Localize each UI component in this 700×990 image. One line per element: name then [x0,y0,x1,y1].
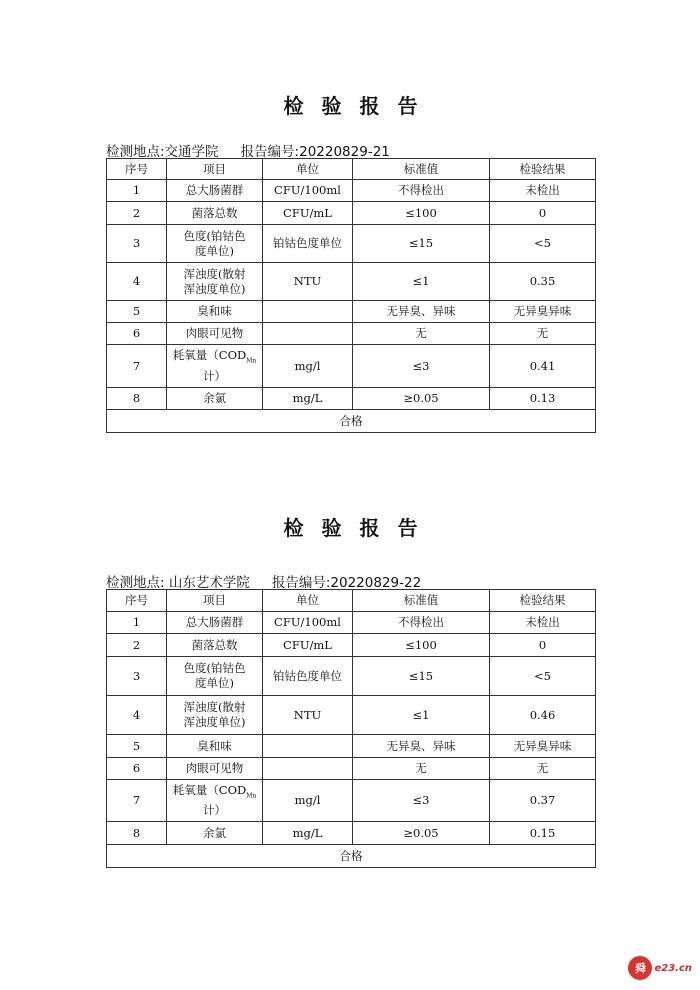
table-row [107,696,596,735]
cell-standard: ≤1 [353,263,490,301]
item-line: 计） [203,368,226,383]
item-subscript: Mn [246,357,257,365]
cell-standard: 不得检出 [353,180,490,202]
cell-result: <5 [490,225,596,263]
watermark-site-text: e23.cn [654,962,692,974]
conclusion-cell: 合格 [107,845,596,868]
cell-unit [263,758,353,780]
results-table [106,589,596,868]
cell-no: 7 [107,780,167,822]
header-no: 序号 [107,159,167,180]
table-row [107,263,596,301]
cell-no: 8 [107,822,167,845]
cell-item: 余氯 [167,388,263,410]
cell-unit: CFU/100ml [263,612,353,634]
title-char: 告 [397,94,418,118]
cell-result: 0.13 [490,388,596,410]
site-watermark [628,956,692,980]
report-title [106,512,595,541]
results-table [106,158,596,433]
item-line: 浑浊度(散射 [183,266,246,281]
table-row [107,758,596,780]
cell-standard: ≥0.05 [353,388,490,410]
cell-no: 3 [107,225,167,263]
cell-item: 余氯 [167,822,263,845]
cell-result: 0 [490,634,596,657]
cell-item: 肉眼可见物 [167,323,263,345]
cell-result: 0 [490,202,596,225]
table-row [107,735,596,758]
title-char: 报 [359,516,380,540]
item-line: 度单位) [195,243,234,258]
cell-no: 4 [107,696,167,735]
cell-item [167,780,263,822]
cell-no: 5 [107,735,167,758]
watermark-logo-icon: 舜 [628,956,652,980]
title-char: 检 [283,516,304,540]
cell-unit [263,323,353,345]
table-header-row [107,159,596,180]
test-location: 检测地点:交通学院 [106,144,219,160]
cell-no: 1 [107,612,167,634]
header-item: 项目 [167,159,263,180]
header-result: 检验结果 [490,590,596,612]
header-unit: 单位 [263,159,353,180]
cell-item [167,657,263,696]
report-number: 报告编号:20220829-21 [240,144,390,160]
item-line: 色度(铂钴色 [183,661,246,675]
cell-unit: CFU/100ml [263,180,353,202]
table-row [107,822,596,845]
conclusion-row [107,410,596,433]
table-row [107,388,596,410]
cell-result: <5 [490,657,596,696]
cell-result: 0.35 [490,263,596,301]
cell-no: 6 [107,758,167,780]
table-row [107,657,596,696]
cell-standard: 无异臭、异味 [353,301,490,323]
table-header-row [107,590,596,612]
cell-standard: ≤15 [353,225,490,263]
cell-standard: 无 [353,758,490,780]
cell-unit: NTU [263,696,353,735]
item-line: 耗氧量（COD [172,782,247,797]
conclusion-cell: 合格 [107,410,596,433]
cell-standard: 无异臭、异味 [353,735,490,758]
cell-no: 6 [107,323,167,345]
title-char: 检 [283,94,304,118]
item-line: 浑浊度(散射 [183,700,246,714]
title-char: 告 [397,516,418,540]
report-number: 报告编号:20220829-22 [271,575,422,591]
report-title [106,90,595,119]
item-line: 耗氧量（COD [172,348,247,363]
cell-unit: 铂钴色度单位 [263,225,353,263]
cell-result: 0.46 [490,696,596,735]
cell-item: 总大肠菌群 [167,612,263,634]
cell-result: 0.41 [490,345,596,388]
cell-unit: NTU [263,263,353,301]
table-row [107,634,596,657]
header-no: 序号 [107,590,167,612]
cell-standard: ≤1 [353,696,490,735]
cell-unit: mg/L [263,822,353,845]
cell-standard: 无 [353,323,490,345]
cell-unit: mg/l [263,345,353,388]
cell-result: 无 [490,323,596,345]
cell-standard: ≥0.05 [353,822,490,845]
cell-item: 总大肠菌群 [167,180,263,202]
conclusion-row [107,845,596,868]
cell-unit [263,735,353,758]
cell-result: 无异臭异味 [490,735,596,758]
header-standard: 标准值 [353,159,490,180]
cell-unit: CFU/mL [263,634,353,657]
cell-no: 2 [107,202,167,225]
cell-standard: ≤3 [353,345,490,388]
cell-no: 8 [107,388,167,410]
cell-unit: 铂钴色度单位 [263,657,353,696]
cell-result: 0.37 [490,780,596,822]
cell-result: 无 [490,758,596,780]
cell-item: 臭和味 [167,735,263,758]
cell-standard: ≤100 [353,202,490,225]
cell-standard: ≤15 [353,657,490,696]
header-unit: 单位 [263,590,353,612]
cell-no: 5 [107,301,167,323]
item-line: 浑浊度单位) [183,715,246,729]
cell-unit: mg/l [263,780,353,822]
table-row [107,180,596,202]
cell-result: 未检出 [490,612,596,634]
title-char: 报 [359,94,380,118]
item-subscript: Mn [246,792,257,800]
cell-standard: ≤100 [353,634,490,657]
cell-no: 7 [107,345,167,388]
cell-no: 3 [107,657,167,696]
cell-no: 2 [107,634,167,657]
cell-item [167,263,263,301]
cell-item [167,225,263,263]
report-meta [106,571,421,591]
table-row [107,612,596,634]
report-meta [106,140,390,160]
cell-item [167,345,263,388]
cell-no: 1 [107,180,167,202]
cell-result: 0.15 [490,822,596,845]
cell-item: 肉眼可见物 [167,758,263,780]
cell-item [167,696,263,735]
cell-unit: CFU/mL [263,202,353,225]
table-row [107,225,596,263]
header-standard: 标准值 [353,590,490,612]
table-row [107,780,596,822]
cell-item: 菌落总数 [167,634,263,657]
item-line: 色度(铂钴色 [183,228,246,243]
cell-result: 未检出 [490,180,596,202]
cell-item: 臭和味 [167,301,263,323]
item-line: 计） [203,803,226,818]
title-char: 验 [321,94,342,118]
title-char: 验 [321,516,342,540]
cell-standard: 不得检出 [353,612,490,634]
item-line: 度单位) [195,676,234,690]
table-row [107,345,596,388]
cell-item: 菌落总数 [167,202,263,225]
cell-unit [263,301,353,323]
table-row [107,323,596,345]
header-result: 检验结果 [490,159,596,180]
cell-standard: ≤3 [353,780,490,822]
table-row [107,202,596,225]
cell-no: 4 [107,263,167,301]
item-line: 浑浊度单位) [183,281,246,296]
test-location: 检测地点: 山东艺术学院 [106,575,250,591]
header-item: 项目 [167,590,263,612]
cell-unit: mg/L [263,388,353,410]
cell-result: 无异臭异味 [490,301,596,323]
table-row [107,301,596,323]
